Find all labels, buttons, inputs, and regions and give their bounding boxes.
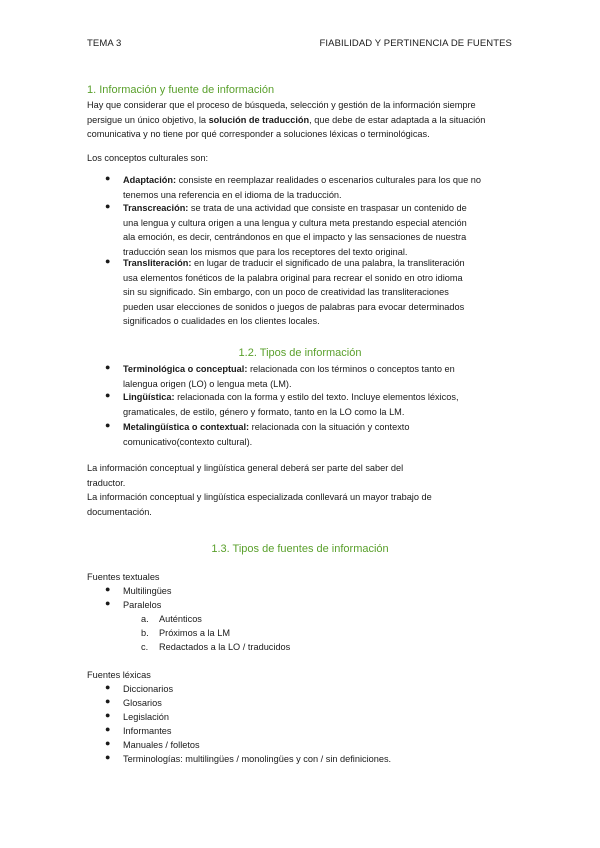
sub-marker: c. [141, 642, 149, 652]
section3-title: 1.3. Tipos de fuentes de información [211, 543, 389, 555]
sub-item: Redactados a la LO / traducidos [159, 642, 291, 652]
bullet-icon: ● [105, 173, 111, 183]
concept-item: Adaptación: consiste en reemplazar realidades o escenarios culturales para los que no tenemos una referencia en el idioma de la traducción. [123, 175, 481, 200]
bullet-icon: ● [105, 598, 111, 608]
bullet-icon: ● [105, 256, 111, 266]
bullet-icon: ● [105, 752, 111, 762]
note-general: La información conceptual y lingüística general deberá ser parte del saber del traductor. [87, 463, 404, 488]
lexical-sources-label: Fuentes léxicas [87, 670, 151, 680]
info-type-item: Metalingüística o contextual: relacionada con la situación y contexto comunicativo(contexto cultural). [123, 422, 410, 447]
sub-item: Auténticos [159, 614, 202, 624]
bullet-icon: ● [105, 420, 111, 430]
header-subject: FIABILIDAD Y PERTINENCIA DE FUENTES [319, 38, 512, 49]
header-topic: TEMA 3 [87, 38, 122, 49]
sub-item: Próximos a la LM [159, 628, 230, 638]
sub-marker: a. [141, 614, 149, 624]
list-item: Glosarios [123, 698, 162, 708]
bullet-icon: ● [105, 201, 111, 211]
list-item: Diccionarios [123, 684, 174, 694]
list-item: Informantes [123, 726, 172, 736]
bullet-icon: ● [105, 584, 111, 594]
paragraph-line: comunicativa y no tiene por qué corresponder a soluciones léxicas o terminológicas. [87, 129, 430, 140]
section1-title: 1. Información y fuente de información [87, 84, 275, 96]
sub-marker: b. [141, 628, 149, 638]
paragraph-line: persigue un único objetivo, la solución de traducción, que debe de estar adaptada a la situación [87, 114, 486, 125]
concepts-intro: Los conceptos culturales son: [87, 153, 209, 163]
section1-paragraph [87, 98, 513, 142]
list-item: Terminologías: multilingües / monolingües y con / sin definiciones. [123, 754, 392, 764]
list-item: Multilingües [123, 586, 172, 596]
bullet-icon: ● [105, 710, 111, 720]
paragraph-line: Hay que considerar que el proceso de búsqueda, selección y gestión de la información siempre [87, 100, 476, 110]
concept-item: Transliteración: en lugar de traducir el significado de una palabra, la transliteración usa elementos fonéticos de la palabra original para recrear el sonido en otro idioma sin su significado. Sin embargo, con un poco de creatividad las transliteraciones pueden usar elecciones de sonidos o juegos de palabras para evocar determinados significados o cualidades en los clientes locales. [123, 258, 465, 327]
bullet-icon: ● [105, 738, 111, 748]
note-specialized: La información conceptual y lingüística especializada conllevará un mayor trabajo de documentación. [87, 492, 432, 517]
bullet-icon: ● [105, 390, 111, 400]
section2-title: 1.2. Tipos de información [238, 347, 362, 359]
bullet-icon: ● [105, 682, 111, 692]
list-item: Paralelos [123, 600, 162, 610]
info-type-item: Lingüística: relacionada con la forma y estilo del texto. Incluye elementos léxicos, gramaticales, de estilo, género y formato, tanto en la LO como la LM. [123, 392, 459, 417]
list-item: Legislación [123, 712, 169, 722]
list-item: Manuales / folletos [123, 740, 200, 750]
bullet-icon: ● [105, 696, 111, 706]
info-type-item: Terminológica o conceptual: relacionada con los términos o conceptos tanto en lalengua origen (LO) o lengua meta (LM). [123, 364, 455, 389]
bold-term: solución de traducción [208, 114, 310, 125]
bullet-icon: ● [105, 362, 111, 372]
bullet-icon: ● [105, 724, 111, 734]
textual-sources-label: Fuentes textuales [87, 572, 160, 582]
concept-item: Transcreación: se trata de una actividad que consiste en traspasar un contenido de una lengua y cultura origen a una lengua y cultura meta prestando especial atención ala emoción, es decir, centrándonos en que el impacto y las sensaciones de nuestra traducción sean los mismos que para los receptores del texto original. [123, 203, 467, 257]
